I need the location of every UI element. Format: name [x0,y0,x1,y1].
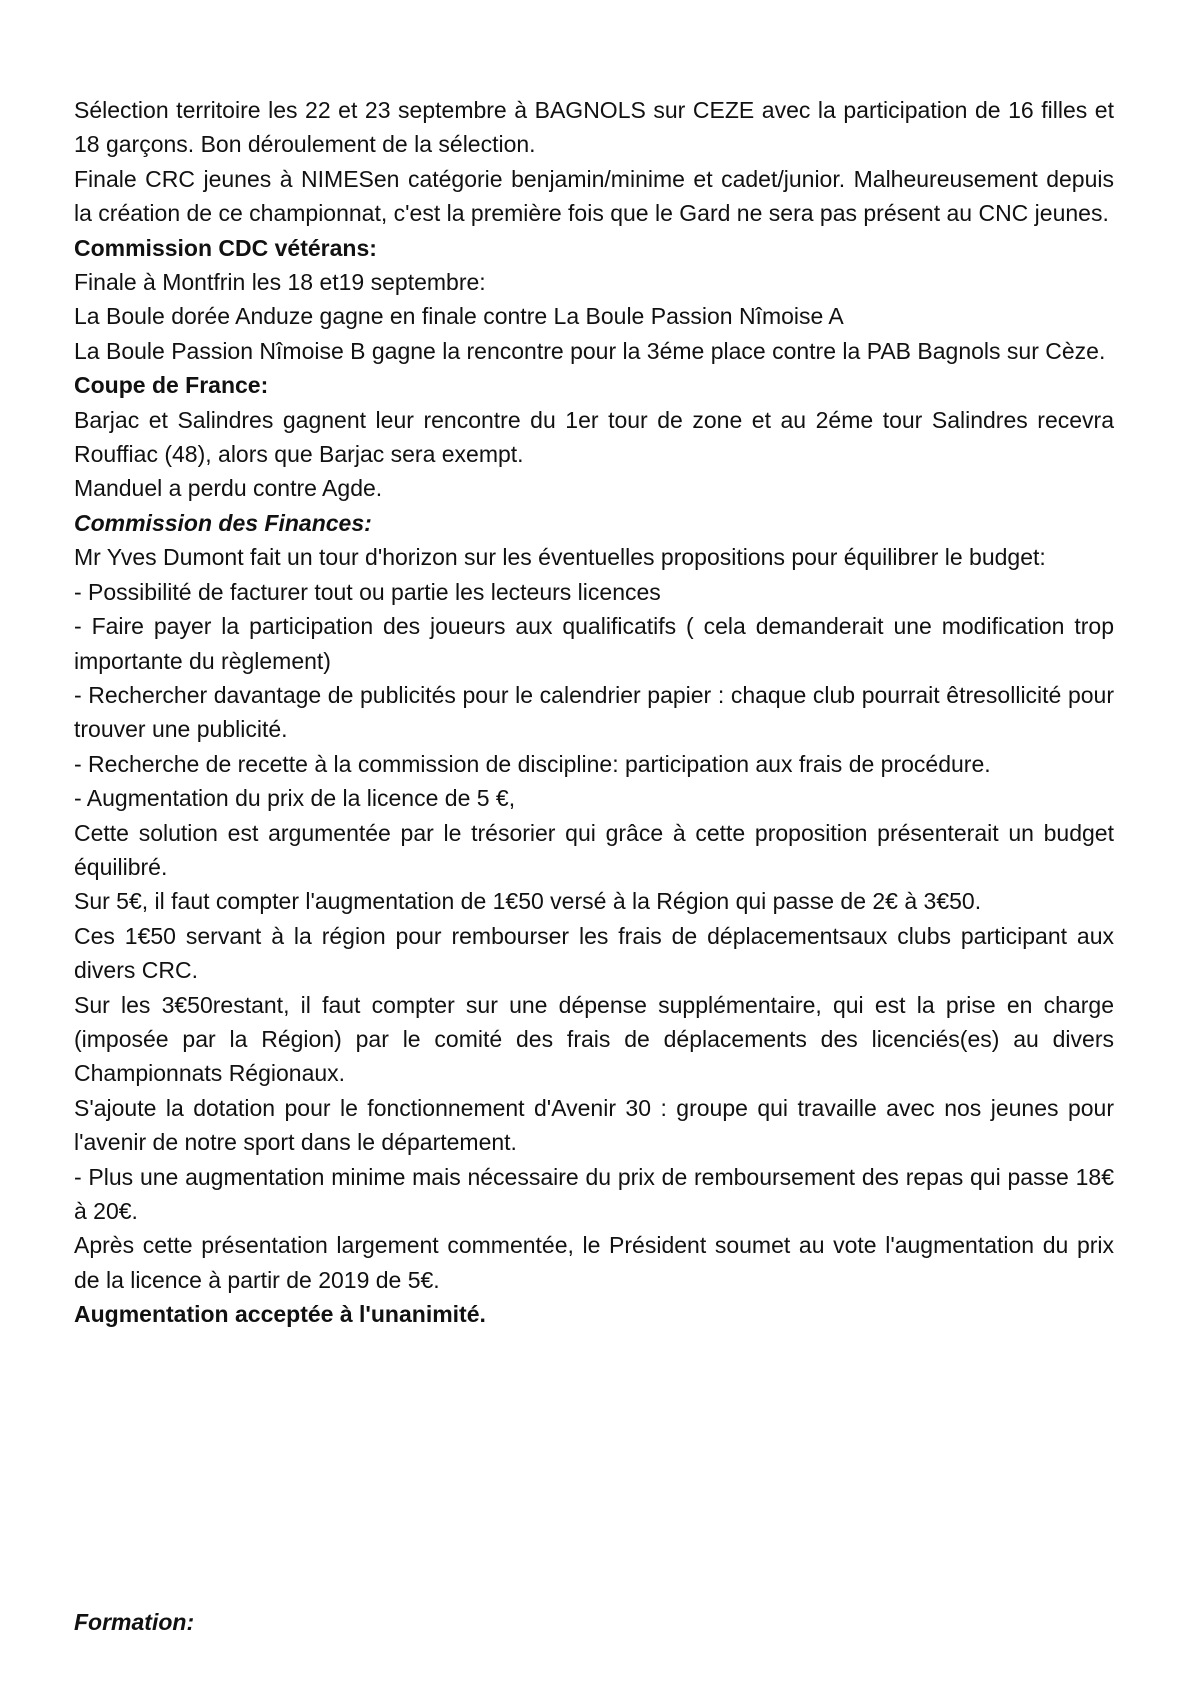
paragraph-avenir-30: S'ajoute la dotation pour le fonctionnement d'Avenir 30 : groupe qui travaille avec nos jeunes pour l'avenir de notre sport dans le département. [74,1094,1114,1156]
paragraph-vote-result: Augmentation acceptée à l'unanimité. [74,1301,486,1328]
paragraph-finale-montfrin: Finale à Montfrin les 18 et19 septembre: [74,269,486,296]
list-item-facturer-lecteurs: - Possibilité de facturer tout ou partie les lecteurs licences [74,578,661,605]
heading-commission-des-finances: Commission des Finances: [74,509,372,536]
document-body [74,93,1114,1332]
paragraph-sur-les-3-50: Sur les 3€50restant, il faut compter sur une dépense supplémentaire, qui est la prise en charge (imposée par la Région) par le comité des frais de déplacements des licenciés(es) au divers Championnats Régionaux. [74,991,1114,1087]
paragraph-selection-territoire: Sélection territoire les 22 et 23 septembre à BAGNOLS sur CEZE avec la participation de 16 filles et 18 garçons. Bon déroulement de la sélection. [74,97,1114,158]
heading-coupe-de-france: Coupe de France: [74,372,269,399]
list-item-faire-payer-participation: - Faire payer la participation des joueurs aux qualificatifs ( cela demanderait une modification trop importante du règlement) [74,613,1114,674]
heading-formation: Formation: [74,1609,195,1635]
paragraph-ces-1-50: Ces 1€50 servant à la région pour rembourser les frais de déplacementsaux clubs participant aux divers CRC. [74,922,1114,984]
paragraph-solution-argumentee: Cette solution est argumentée par le trésorier qui grâce à cette proposition présenterait un budget équilibré. [74,819,1114,880]
paragraph-yves-dumont: Mr Yves Dumont fait un tour d'horizon sur les éventuelles propositions pour équilibrer le budget: [74,544,1046,571]
list-item-recherche-recette: - Recherche de recette à la commission de discipline: participation aux frais de procédure. [74,750,991,777]
paragraph-boule-doree-anduze: La Boule dorée Anduze gagne en finale contre La Boule Passion Nîmoise A [74,303,844,330]
paragraph-vote-president: Après cette présentation largement commentée, le Président soumet au vote l'augmentation du prix de la licence à partir de 2019 de 5€. [74,1232,1114,1293]
list-item-augmentation-licence: - Augmentation du prix de la licence de 5 €, [74,785,516,812]
list-item-rechercher-publicites: - Rechercher davantage de publicités pour le calendrier papier : chaque club pourrait êtresollicité pour trouver une publicité. [74,681,1114,743]
paragraph-boule-passion-b: La Boule Passion Nîmoise B gagne la rencontre pour la 3éme place contre la PAB Bagnols sur Cèze. [74,337,1106,364]
paragraph-barjac-salindres: Barjac et Salindres gagnent leur rencontre du 1er tour de zone et au 2éme tour Salindres recevra Rouffiac (48), alors que Barjac sera exempt. [74,406,1114,468]
list-item-remboursement-repas: - Plus une augmentation minime mais nécessaire du prix de remboursement des repas qui passe 18€ à 20€. [74,1163,1114,1224]
paragraph-manduel: Manduel a perdu contre Agde. [74,475,383,502]
heading-commission-cdc-veterans: Commission CDC vétérans: [74,234,377,261]
paragraph-finale-crc-jeunes: Finale CRC jeunes à NIMESen catégorie benjamin/minime et cadet/junior. Malheureusement depuis la création de ce championnat, c'est la première fois que le Gard ne sera pas présent au CNC jeunes. [74,165,1114,227]
paragraph-sur-5-euros: Sur 5€, il faut compter l'augmentation de 1€50 versé à la Région qui passe de 2€ à 3€50. [74,888,982,915]
